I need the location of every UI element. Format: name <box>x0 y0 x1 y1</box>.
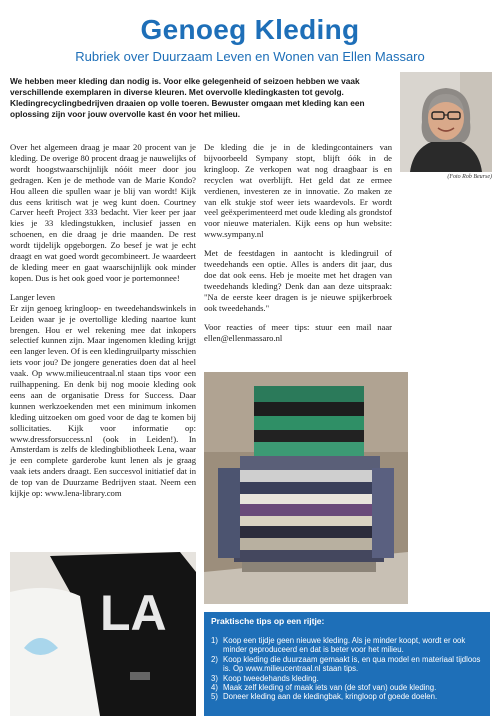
left-column <box>10 142 196 507</box>
tip-text: Doneer kleding aan de kledingbak, kringloop of goede doelen. <box>223 692 438 702</box>
intro-paragraph: We hebben meer kleding dan nodig is. Voor elke gelegenheid of seizoen hebben we vaak verschillende exemplaren in diverse kleuren. Met overvolle kledingkasten tot gevolg. Kledingrecyclingbedrijven draaien op volle toeren. Bewuster omgaan met kleding kan een oplossing zijn voor jouw overvolle kast én voor het milieu. <box>10 76 365 119</box>
tip-number: 3) <box>211 673 218 683</box>
article-paragraph: Er zijn genoeg kringloop- en tweedehandswinkels in Leiden waar je je overtollige kleding naartoe kunt brengen. Hou er wel rekening mee dat inkopers selectief kunnen zijn. Maar ingenomen kleding krijgt een langer leven. Of is een kledingruilparty misschien iets voor jou? De jongere generaties doen dat al heel vaak. Op www.milieucentraal.nl staan tips voor een ruilhappening. En denk bij nog mooie kleding ook eens aan de organisatie Dress for Success. Daar kunnen werkzoekenden met een minimum inkomen kleding uitzoeken om goed voor de dag te komen bij sollicitaties. Kijk voor informatie op: www.dressforsuccess.nl (ook in Leiden!). In Amsterdam is zelfs de kledingbibliotheek Lena, waar je een complete garderobe kunt lenen als je graag vaak iets anders draagt. Een succesvol initiatief dat in de top van de Duurzame Bedrijven staat. Neem een kijkje op: www.lena-library.com <box>10 302 196 499</box>
middle-column <box>204 142 392 351</box>
tip-item <box>211 655 483 674</box>
tip-number: 2) <box>211 654 218 664</box>
article-paragraph: De kleding die je in de kledingcontainers van bijvoorbeeld Sympany stopt, blijft óók in de kringloop. Ze verkopen wat nog draagbaar is en recyclen wat overblijft. Het geld dat ze ermee verdienen, investeren ze in innovatie. Zo maken ze van elk stukje stof weer iets waardevols. Er wordt veel geëxperimenteerd met oude kleding als grondstof voor nieuwe materialen. Kijk eens op hun website: www.sympany.nl <box>204 142 392 240</box>
t-shirts-photo <box>10 552 196 716</box>
author-portrait-photo <box>400 72 492 172</box>
tip-item <box>211 674 483 683</box>
tip-number: 5) <box>211 692 218 702</box>
tip-number: 4) <box>211 683 218 693</box>
tip-item <box>211 683 483 692</box>
tip-number: 1) <box>211 636 218 645</box>
section-heading: Langer leven <box>10 291 56 302</box>
chair-of-clothes-photo <box>204 372 408 604</box>
shirt-print-text: LA <box>100 585 167 641</box>
page-title: Genoeg Kleding <box>140 14 360 45</box>
tip-text: Koop tweedehands kleding. <box>223 673 319 683</box>
tips-list <box>211 636 483 702</box>
tip-item <box>211 636 483 655</box>
article-paragraph: Met de feestdagen in aantocht is kledingruil of tweedehands een optie. Alles is anders dit jaar, dus doe dat ook eens. Heb je moeite met het dragen van tweedehands kleding? Denk dan aan deze uitspraak: "Na de eerste keer dragen is je nieuwe spijkerbroek ook tweedehands." <box>204 248 392 313</box>
tips-title: Praktische tips op een rijtje: <box>211 616 325 626</box>
tip-text: Koop een tijdje geen nieuwe kleding. Als je minder koopt, wordt er ook minder geproduceerd en dat is beter voor het milieu. <box>223 636 466 655</box>
practical-tips-box <box>204 612 490 716</box>
tip-item <box>211 692 483 701</box>
article-paragraph: Over het algemeen draag je maar 20 procent van je kleding. De overige 80 procent draag je nauwelijks of wordt hoogstwaarschijnlijk nóóit meer door jou gedragen. Ken je de methode van de Marie Kondo? Hou alleen die spullen waar je blij van wordt! Kijk dus eens kritisch wat je weg kunt doen. Courtney Carver heeft Project 333 bedacht. Vier keer per jaar kies je 33 kledingstukken, inclusief jassen en schoenen, en die draag je drie maanden. De rest wordt tijdelijk opgeborgen. Zo besef je wat je echt draagt en wat goed wordt gecombineert. Je waardeert de kleding meer en gaat waarschijnlijk ook minder kopen. Dus is het ook goed voor je portemonnee! <box>10 142 196 283</box>
tip-text: Maak zelf kleding of maak iets van (de stof van) oude kleding. <box>223 683 437 693</box>
tip-text: Koop kleding die duurzaam gemaakt is, en qua model en materiaal tijdloos is. Op www.milieucentraal.nl staan tips. <box>223 654 481 674</box>
article-paragraph: Voor reacties of meer tips: stuur een mail naar ellen@ellenmassaro.nl <box>204 321 392 343</box>
photo-credit: (Foto Rob Beurse) <box>447 174 492 180</box>
page-subtitle: Rubriek over Duurzaam Leven en Wonen van Ellen Massaro <box>75 49 425 64</box>
